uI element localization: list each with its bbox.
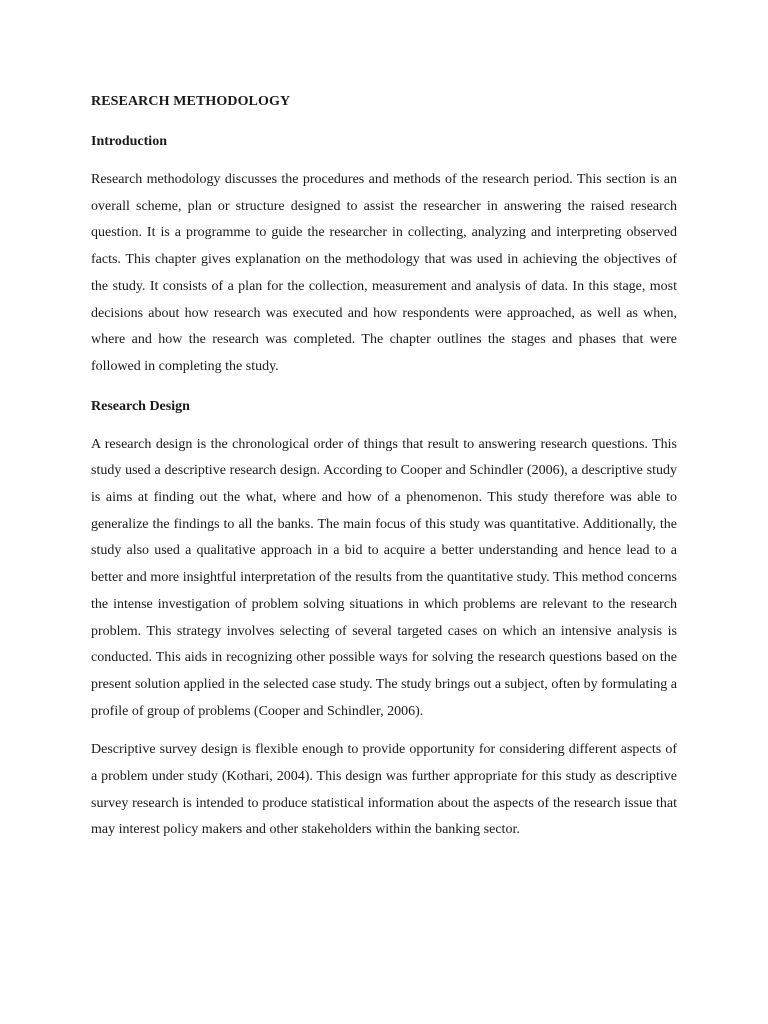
research-design-paragraph-2: Descriptive survey design is flexible enough to provide opportunity for considering different aspects of a problem under study (Kothari, 2004). This design was further appropriate for this study as descriptive survey research is intended to produce statistical information about the aspects of the research issue that may interest policy makers and other stakeholders within the banking sector.: [91, 742, 677, 838]
research-design-paragraph-1: A research design is the chronological order of things that result to answering research questions. This study used a descriptive research design. According to Cooper and Schindler (2006), a descriptive study is aims at finding out the what, where and how of a phenomenon. This study therefore was able to generalize the findings to all the banks. The main focus of this study was quantitative. Additionally, the study also used a qualitative approach in a bid to acquire a better understanding and hence lead to a better and more insightful interpretation of the results from the quantitative study. This method concerns the intense investigation of problem solving situations in which problems are relevant to the research problem. This strategy involves selecting of several targeted cases on which an intensive analysis is conducted. This aids in recognizing other possible ways for solving the research questions based on the present solution applied in the selected case study. The study brings out a subject, often by formulating a profile of group of problems (Cooper and Schindler, 2006).: [91, 436, 677, 719]
section-heading-introduction: Introduction: [91, 134, 167, 149]
section-heading-research-design: Research Design: [91, 398, 190, 414]
document-page: [91, 88, 677, 856]
introduction-paragraph: Research methodology discusses the procedures and methods of the research period. This section is an overall scheme, plan or structure designed to assist the researcher in answering the raised research question. It is a programme to guide the researcher in collecting, analyzing and interpreting observed facts. This chapter gives explanation on the methodology that was used in achieving the objectives of the study. It consists of a plan for the collection, measurement and analysis of data. In this stage, most decisions about how research was executed and how respondents were approached, as well as when, where and how the research was completed. The chapter outlines the stages and phases that were followed in completing the study.: [91, 172, 677, 374]
document-title: RESEARCH METHODOLOGY: [91, 94, 291, 109]
